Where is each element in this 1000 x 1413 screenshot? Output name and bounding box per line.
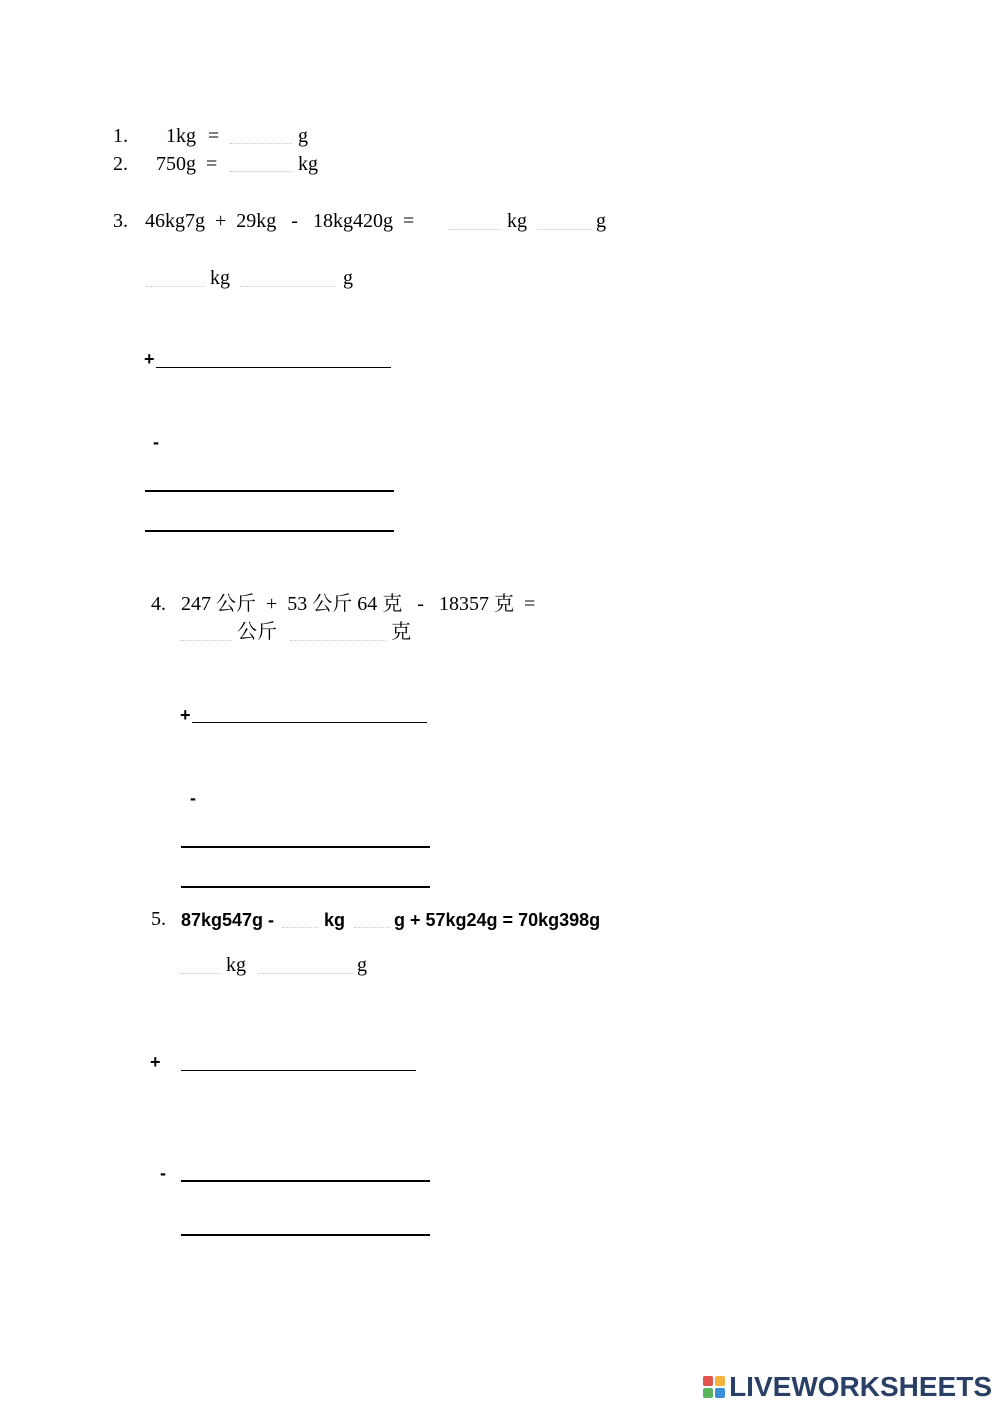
q5-work-g-blank[interactable]: [258, 973, 354, 974]
q5-plus-sign: +: [150, 1052, 161, 1072]
q2-answer-blank[interactable]: [230, 171, 292, 172]
liveworksheets-logo[interactable]: [703, 1371, 992, 1403]
q4-number: 4.: [151, 593, 166, 615]
q2-equals: =: [206, 153, 218, 175]
q5-work-unit-g: g: [357, 954, 367, 976]
logo-square-red: [703, 1376, 713, 1386]
q2-unit: kg: [298, 153, 318, 175]
q5-part2: g + 57kg24g = 70kg398g: [394, 910, 601, 930]
q4-g-blank[interactable]: [290, 640, 386, 641]
logo-square-green: [703, 1388, 713, 1398]
q5-g-inline-blank[interactable]: [354, 927, 390, 928]
q3-g-blank[interactable]: [537, 229, 591, 230]
q5-minus-line: [181, 1180, 430, 1182]
logo-text: LIVEWORKSHEETS: [729, 1371, 992, 1402]
q5-work-unit-kg: kg: [226, 954, 246, 976]
logo-grid-icon: [703, 1376, 725, 1398]
q3-work-kg-blank[interactable]: [146, 286, 204, 287]
q2-value: 750g: [156, 153, 196, 175]
q5-kg-inline-blank[interactable]: [282, 927, 318, 928]
q3-expression: 46kg7g + 29kg - 18kg420g =: [145, 210, 415, 232]
q4-plus-line: [192, 722, 427, 723]
q5-unit-kg: kg: [324, 910, 346, 930]
logo-square-yellow: [715, 1376, 725, 1386]
q4-kg-blank[interactable]: [180, 640, 232, 641]
q1-value: 1kg: [166, 125, 196, 147]
q4-expression: 247 公斤 + 53 公斤 64 克 - 18357 克 =: [181, 593, 536, 615]
q5-result-line: [181, 1234, 430, 1236]
q5-minus-sign: -: [160, 1163, 166, 1183]
q5-number: 5.: [151, 908, 166, 930]
q4-minus-line: [181, 846, 430, 848]
q4-unit-kg: 公斤: [237, 621, 277, 643]
q3-plus-sign: +: [144, 349, 155, 369]
q2-number: 2.: [113, 153, 128, 175]
q3-result-line: [145, 530, 394, 532]
q4-plus-sign: +: [180, 705, 191, 725]
q3-minus-line: [145, 490, 394, 492]
q3-minus-sign: -: [153, 432, 159, 452]
q3-plus-line: [156, 367, 391, 368]
q3-kg-blank[interactable]: [448, 229, 500, 230]
q3-work-g-blank[interactable]: [240, 286, 336, 287]
logo-square-blue: [715, 1388, 725, 1398]
q1-unit: g: [298, 125, 308, 147]
q3-work-unit-g: g: [343, 267, 353, 289]
q5-plus-line: [181, 1070, 416, 1071]
q4-result-line: [181, 886, 430, 888]
q1-answer-blank[interactable]: [230, 143, 292, 144]
q3-unit-kg: kg: [507, 210, 527, 232]
q1-equals: =: [208, 125, 220, 147]
q5-work-kg-blank[interactable]: [180, 973, 220, 974]
q5-part1: 87kg547g -: [181, 910, 275, 930]
q3-number: 3.: [113, 210, 128, 232]
q1-number: 1.: [113, 125, 128, 147]
q3-work-unit-kg: kg: [210, 267, 230, 289]
q4-minus-sign: -: [190, 788, 196, 808]
q4-unit-g: 克: [391, 621, 411, 643]
q3-unit-g: g: [596, 210, 606, 232]
